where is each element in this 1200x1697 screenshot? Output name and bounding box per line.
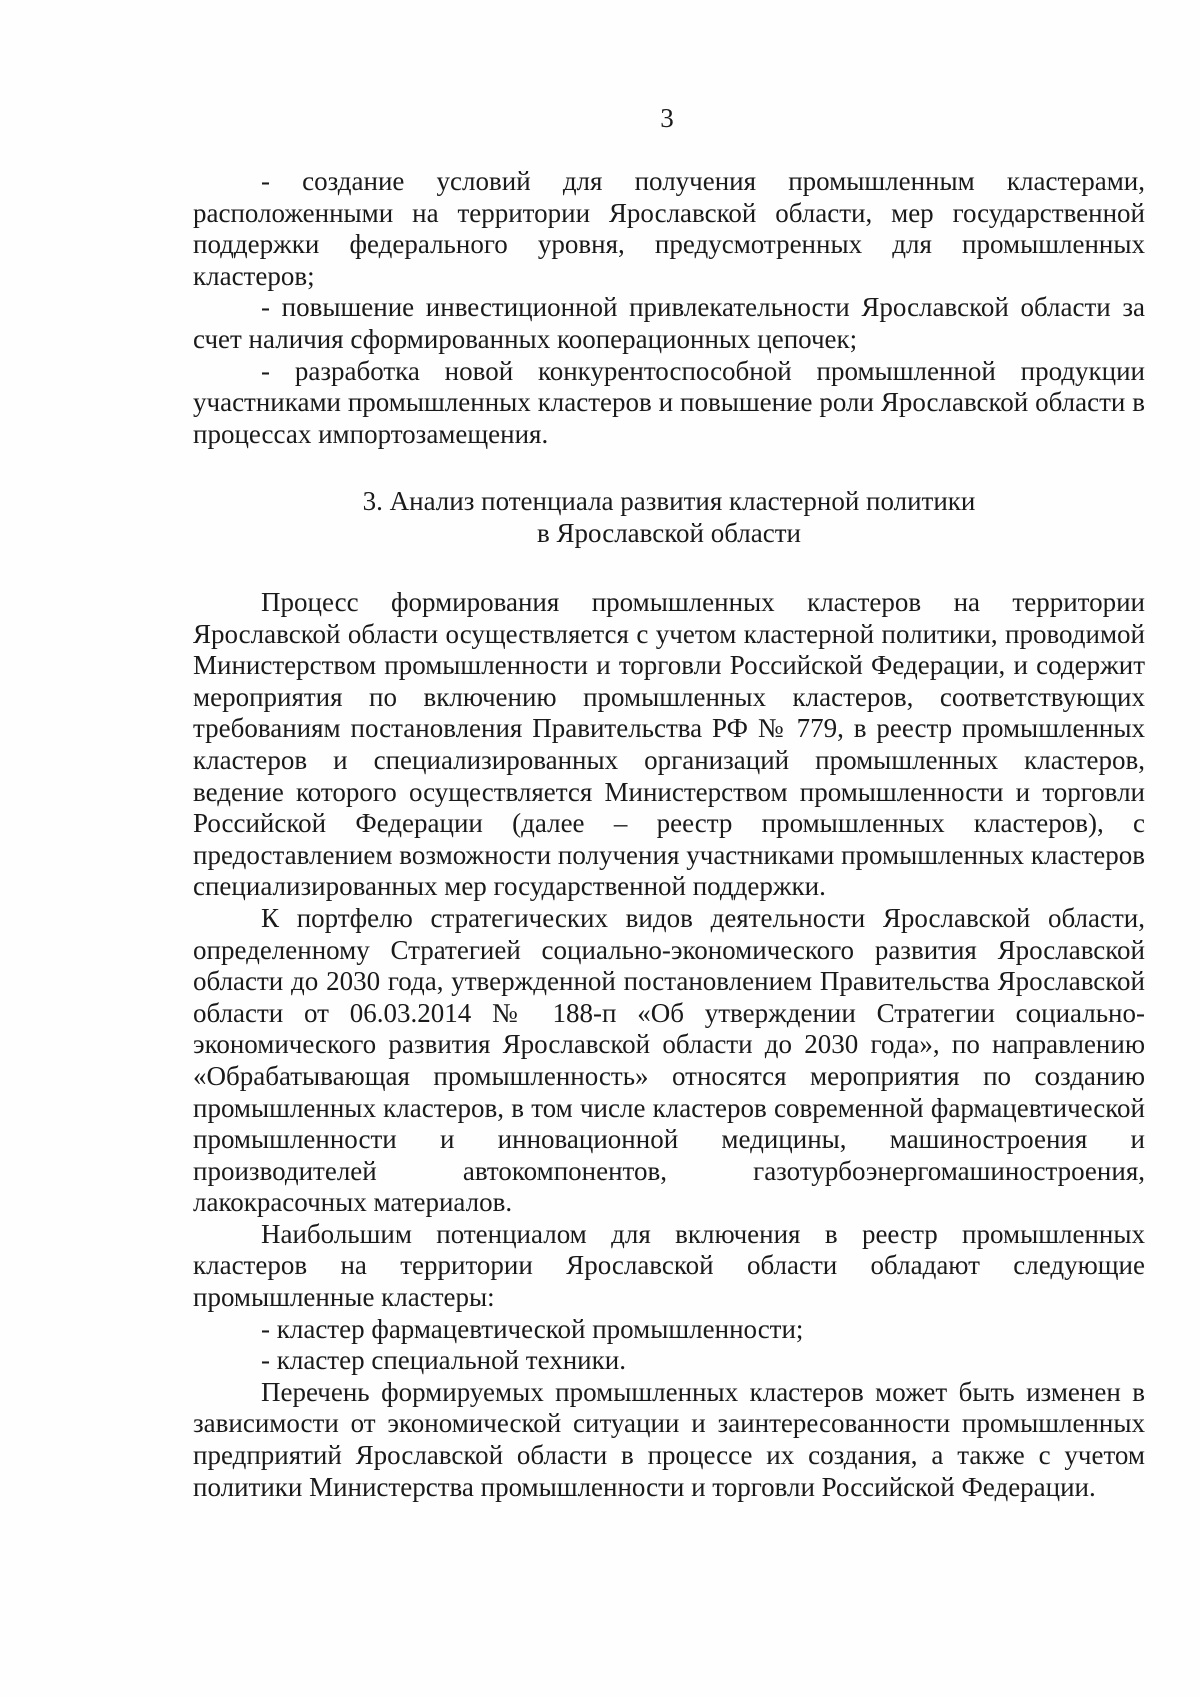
section-heading-line-1: 3. Анализ потенциала развития кластерной политики	[362, 486, 976, 516]
section-heading-line-2: в Ярославской области	[537, 517, 801, 548]
list-item: - создание условий для получения промышленным кластерами, расположенными на территории Ярославской области, мер государственной поддержки федерального уровня, предусмотренных для промышленных кластеров;	[193, 166, 1145, 291]
section-body	[193, 587, 1145, 1503]
list-item: - кластер фармацевтической промышленности;	[261, 1313, 804, 1344]
paragraph: К портфелю стратегических видов деятельности Ярославской области, определенному Стратегией социально-экономического развития Ярославской области до 2030 года, утвержденной постановлением Правительства Ярославской области от 06.03.2014 № 188-п «Об утверждении Стратегии социально-экономического развития Ярославской области до 2030 года», по направлению «Обрабатывающая промышленность» относятся мероприятия по созданию промышленных кластеров, в том числе кластеров современной фармацевтической промышленности и инновационной медицины, машиностроения и производителей автокомпонентов, газотурбоэнергомашиностроения, лакокрасочных материалов.	[193, 902, 1145, 1218]
paragraph: Наибольшим потенциалом для включения в реестр промышленных кластеров на территории Ярославской области обладают следующие промышленные кластеры:	[193, 1218, 1145, 1313]
list-item: - кластер специальной техники.	[261, 1345, 626, 1376]
list-item: - повышение инвестиционной привлекательности Ярославской области за счет наличия сформированных кооперационных цепочек;	[193, 292, 1145, 354]
intro-list	[193, 166, 1145, 450]
section-heading	[193, 486, 1145, 549]
paragraph: Процесс формирования промышленных кластеров на территории Ярославской области осуществляется с учетом кластерной политики, проводимой Министерством промышленности и торговли Российской Федерации, и содержит мероприятия по включению промышленных кластеров, соответствующих требованиям постановления Правительства РФ № 779, в реестр промышленных кластеров и специализированных организаций промышленных кластеров, ведение которого осуществляется Министерством промышленности и торговли Российской Федерации (далее – реестр промышленных кластеров), с предоставлением возможности получения участниками промышленных кластеров специализированных мер государственной поддержки.	[193, 587, 1145, 902]
page-number: 3	[660, 103, 674, 133]
paragraph: Перечень формируемых промышленных кластеров может быть изменен в зависимости от экономической ситуации и заинтересованности промышленных предприятий Ярославской области в процессе их создания, а также с учетом политики Министерства промышленности и торговли Российской Федерации.	[193, 1376, 1145, 1502]
list-item: - разработка новой конкурентоспособной промышленной продукции участниками промышленных кластеров и повышение роли Ярославской области в процессах импортозамещения.	[193, 355, 1145, 449]
